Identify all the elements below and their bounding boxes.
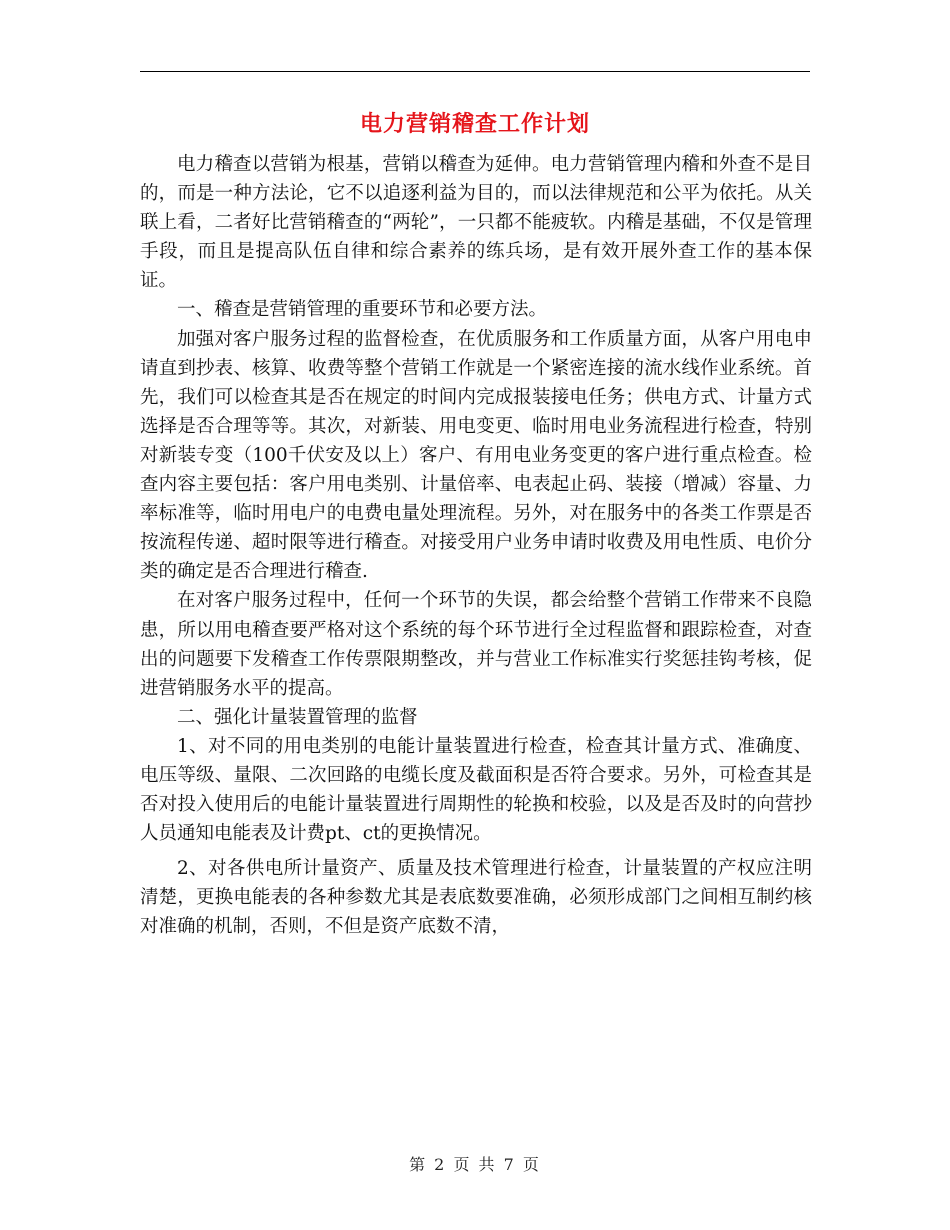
paragraph-service-risk: 在对客户服务过程中，任何一个环节的失误，都会给整个营销工作带来不良隐患，所以用电稽查要严格对这个系统的每个环节进行全过程监督和跟踪检查，对查出的问题要下发稽查工作传票限期整改，并与营业工作标准实行奖惩挂钩考核，促进营销服务水平的提高。 [140, 590, 812, 699]
document-body [140, 150, 812, 942]
page-number: 第 2 页 共 7 页 [409, 1155, 541, 1174]
header-rule [140, 71, 810, 72]
paragraph-service-supervision: 加强对客户服务过程的监督检查，在优质服务和工作质量方面，从客户用电申请直到抄表、核算、收费等整个营销工作就是一个紧密连接的流水线作业系统。首先，我们可以检查其是否在规定的时间内完成报装接电任务；供电方式、计量方式选择是否合理等等。其次，对新装、用电变更、临时用电业务流程进行检查，特别对新装专变（100千伏安及以上）客户、有用电业务变更的客户进行重点检查。检查内容主要包括：客户用电类别、计量倍率、电表起止码、装接（增减）容量、力率标准等，临时用电户的电费电量处理流程。另外，对在服务中的各类工作票是否按流程传递、超时限等进行稽查。对接受用户业务申请时收费及用电性质、电价分类的确定是否合理进行稽查. [140, 328, 812, 583]
document-title: 电力营销稽查工作计划 [359, 111, 590, 137]
section-heading-2: 二、强化计量装置管理的监督 [177, 706, 418, 728]
paragraph-metering-check: 1、对不同的用电类别的电能计量装置进行检查，检查其计量方式、准确度、电压等级、量限、二次回路的电缆长度及截面积是否符合要求。另外，可检查其是否对投入使用后的电能计量装置进行周期性的轮换和校验，以及是否及时的向营抄人员通知电能表及计费pt、ct的更换情况。 [140, 735, 812, 845]
section-heading-1: 一、稽查是营销管理的重要环节和必要方法。 [177, 299, 548, 321]
paragraph-metering-assets: 2、对各供电所计量资产、质量及技术管理进行检查，计量装置的产权应注明清楚，更换电能表的各种参数尤其是表底数要准确，必须形成部门之间相互制约核对准确的机制，否则，不但是资产底数不清， [140, 858, 812, 938]
paragraph-intro: 电力稽查以营销为根基，营销以稽查为延伸。电力营销管理内稽和外查不是目的，而是一种方法论，它不以追逐利益为目的，而以法律规范和公平为依托。从关联上看，二者好比营销稽查的“两轮”，一只都不能疲软。内稽是基础，不仅是管理手段，而且是提高队伍自律和综合素养的练兵场，是有效开展外查工作的基本保证。 [140, 154, 812, 292]
